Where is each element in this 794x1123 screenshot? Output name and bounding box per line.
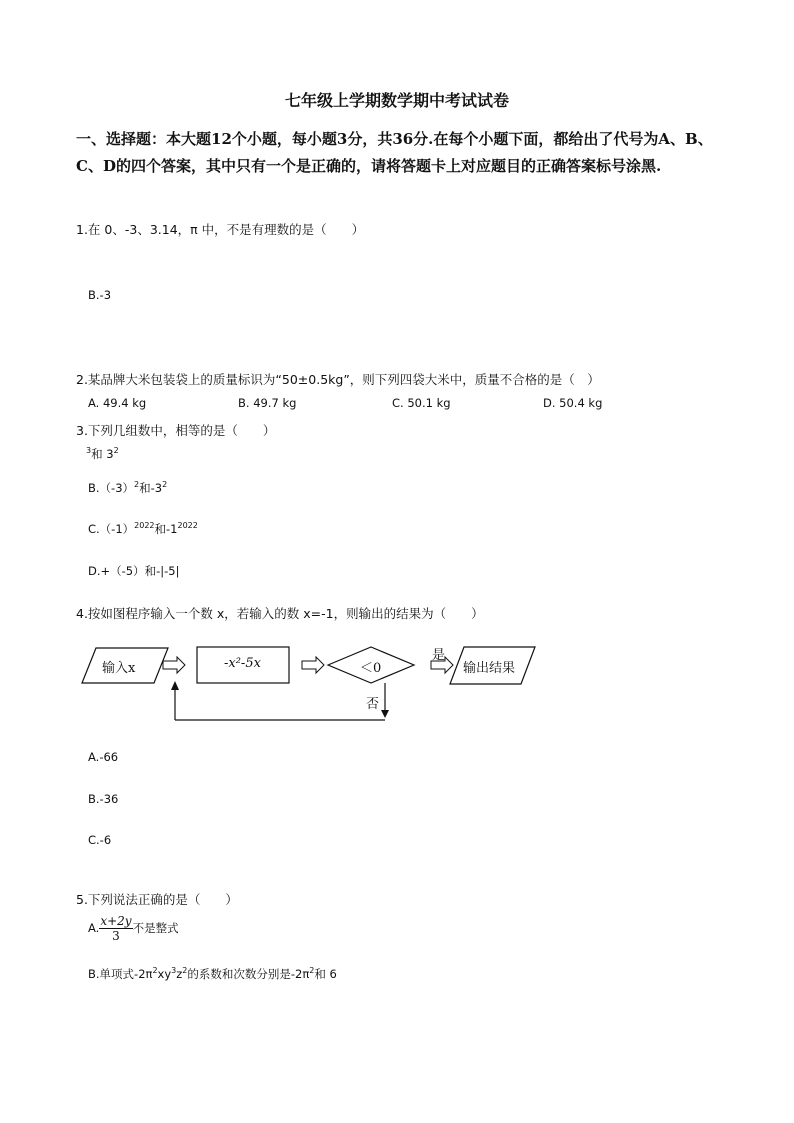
question-5-option-b: B.单项式$-2\pi^2xy^3z^2$的系数和次数分别是$-2\pi^2$和 6 [88, 966, 337, 981]
question-2-option-b: B. 49.7 kg [238, 396, 297, 410]
question-2-option-c: C. 50.1 kg [392, 396, 451, 410]
question-2-option-d: D. 50.4 kg [543, 396, 603, 410]
exam-title: 七年级上学期数学期中考试试卷 [284, 91, 509, 110]
question-3-option-a: $^3$和 $3^2$ [86, 446, 119, 461]
question-3-stem: 3.下列几组数中，相等的是（ ） [76, 423, 276, 438]
question-3-option-b: $B.(-3)^2$和$-3^2$ [88, 480, 168, 495]
flow-process-label: -x²-5x [224, 656, 261, 671]
question-5-stem: 5.下列说法正确的是（ ） [76, 892, 238, 907]
question-3-option-d: D.+（-5）和-|-5| [88, 564, 180, 578]
flow-condition-label: ＜0 [360, 661, 382, 676]
question-4-option-b: B.-36 [88, 792, 119, 806]
flow-input-label: 输入x [102, 661, 136, 676]
flow-no-label: 否 [366, 697, 380, 712]
hollow-arrow-icon [302, 657, 324, 673]
question-4-stem: 4.按如图程序输入一个数 x，若输入的数 x=-1，则输出的结果为（ ） [76, 606, 484, 621]
question-2-option-a: A. 49.4 kg [88, 396, 147, 410]
question-1-option-b: B.-3 [88, 288, 112, 302]
question-5-option-a: A. $\frac{x+2y}{3}$ 不是整式 [88, 914, 179, 943]
arrow-up-icon [171, 681, 179, 690]
flow-output-label: 输出结果 [463, 661, 516, 676]
question-2-stem: 2.某品牌大米包装袋上的质量标识为“50±0.5kg”，则下列四袋大米中，质量不合格的是（ ） [76, 372, 600, 387]
hollow-arrow-icon [163, 657, 185, 673]
fraction: $\frac{x+2y}{3}$ [100, 914, 132, 943]
question-4-option-a: A.-66 [88, 750, 119, 764]
question-1-stem: 1.在 0、-3、3.14，π 中，不是有理数的是（ ） [76, 222, 365, 237]
question-3-option-c: $C.(-1)^{2022}$和$-1^{2022}$ [88, 521, 198, 536]
section-heading: 一、选择题：本大题12个小题，每小题3分，共36分.在每个小题下面，都给出了代号为A、B、C、D的四个答案，其中只有一个是正确的，请将答题卡上对应题目的正确答案标号涂黑. [76, 130, 713, 175]
question-4-option-c: C.-6 [88, 833, 112, 847]
flow-yes-label: 是 [432, 648, 446, 663]
arrow-down-icon [381, 710, 389, 718]
